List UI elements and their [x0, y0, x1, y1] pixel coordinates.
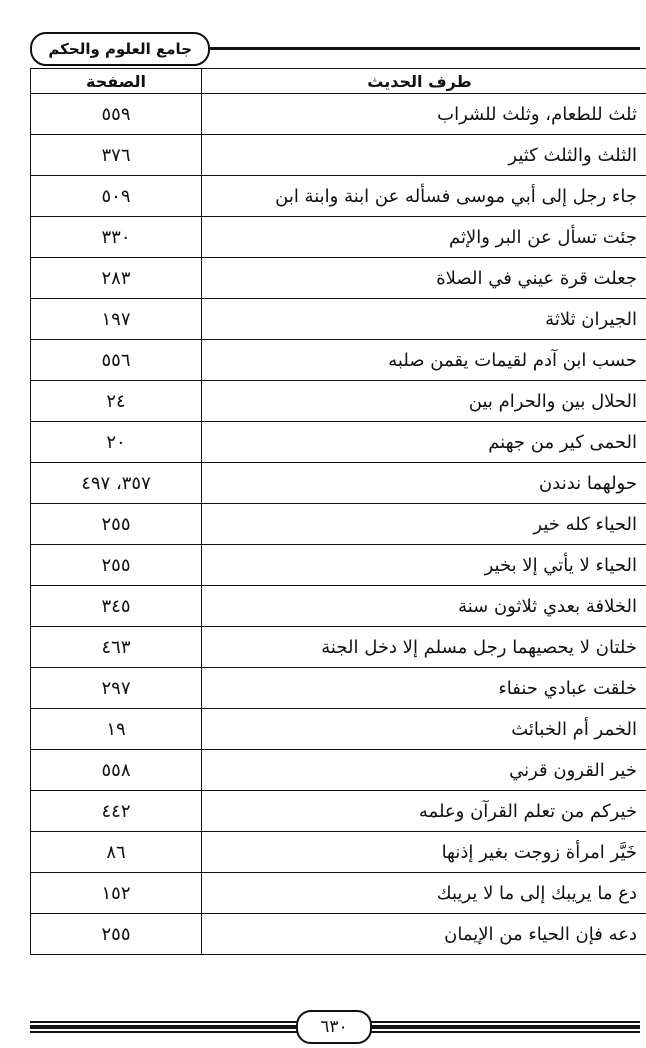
table-row	[31, 545, 646, 586]
page-header	[30, 30, 640, 66]
table-row	[31, 668, 646, 709]
page-ref: ٨٦	[31, 832, 202, 873]
hadith-text: ثلث للطعام، وثلث للشراب	[202, 94, 646, 135]
page-ref: ٤٦٣	[31, 627, 202, 668]
table-row	[31, 914, 646, 955]
table-row	[31, 832, 646, 873]
table-row	[31, 463, 646, 504]
page-ref: ٣٣٠	[31, 217, 202, 258]
hadith-text: خلقت عبادي حنفاء	[202, 668, 646, 709]
table-row	[31, 422, 646, 463]
hadith-text: حولهما ندندن	[202, 463, 646, 504]
table-row	[31, 873, 646, 914]
table-row	[31, 504, 646, 545]
page-ref: ٤٤٢	[31, 791, 202, 832]
hadith-text: الحلال بين والحرام بين	[202, 381, 646, 422]
table-row	[31, 258, 646, 299]
hadith-text: دعه فإن الحياء من الإيمان	[202, 914, 646, 955]
page-ref: ٢٨٣	[31, 258, 202, 299]
table-row	[31, 217, 646, 258]
page-ref: ٢٥٥	[31, 914, 202, 955]
hadith-text: الحياء لا يأتي إلا بخير	[202, 545, 646, 586]
hadith-text: دع ما يريبك إلى ما لا يريبك	[202, 873, 646, 914]
hadith-text: الحياء كله خير	[202, 504, 646, 545]
column-header-page: الصفحة	[31, 69, 202, 94]
table-row	[31, 340, 646, 381]
hadith-text: خَيَّر امرأة زوجت بغير إذنها	[202, 832, 646, 873]
page-ref: ٢٠	[31, 422, 202, 463]
table-row	[31, 627, 646, 668]
page-ref: ١٥٢	[31, 873, 202, 914]
hadith-text: خلتان لا يحصيهما رجل مسلم إلا دخل الجنة	[202, 627, 646, 668]
hadith-text: جعلت قرة عيني في الصلاة	[202, 258, 646, 299]
table-row	[31, 709, 646, 750]
table-row	[31, 299, 646, 340]
hadith-text: حسب ابن آدم لقيمات يقمن صلبه	[202, 340, 646, 381]
hadith-text: خيركم من تعلم القرآن وعلمه	[202, 791, 646, 832]
hadith-text: الجيران ثلاثة	[202, 299, 646, 340]
table-row	[31, 750, 646, 791]
table-row	[31, 381, 646, 422]
page-ref: ٥٥٨	[31, 750, 202, 791]
table-row	[31, 135, 646, 176]
page-ref: ١٩	[31, 709, 202, 750]
page-ref: ٢٥٥	[31, 504, 202, 545]
book-title: جامع العلوم والحكم	[30, 32, 210, 66]
page-ref: ٢٤	[31, 381, 202, 422]
table-row	[31, 791, 646, 832]
table-row	[31, 176, 646, 217]
hadith-index-table	[30, 68, 646, 955]
page-ref: ٥٥٩	[31, 94, 202, 135]
page-ref: ٢٩٧	[31, 668, 202, 709]
page-ref: ٥٥٦	[31, 340, 202, 381]
hadith-text: جاء رجل إلى أبي موسى فسأله عن ابنة وابنة ابن	[202, 176, 646, 217]
hadith-text: الخلافة بعدي ثلاثون سنة	[202, 586, 646, 627]
hadith-text: الثلث والثلث كثير	[202, 135, 646, 176]
page-number: ٦٣٠	[296, 1010, 372, 1044]
table-header-row	[31, 69, 646, 94]
hadith-text: خير القرون قرني	[202, 750, 646, 791]
page-ref: ٣٧٦	[31, 135, 202, 176]
hadith-text: الخمر أم الخبائث	[202, 709, 646, 750]
hadith-text: الحمى كير من جهنم	[202, 422, 646, 463]
column-header-hadith: طرف الحديث	[202, 69, 646, 94]
page-footer	[30, 1010, 640, 1040]
table-row	[31, 586, 646, 627]
table-row	[31, 94, 646, 135]
page-ref: ٣٤٥	[31, 586, 202, 627]
page-ref: ١٩٧	[31, 299, 202, 340]
page-ref: ٥٠٩	[31, 176, 202, 217]
page-ref: ٣٥٧، ٤٩٧	[31, 463, 202, 504]
hadith-text: جئت تسأل عن البر والإثم	[202, 217, 646, 258]
page-ref: ٢٥٥	[31, 545, 202, 586]
